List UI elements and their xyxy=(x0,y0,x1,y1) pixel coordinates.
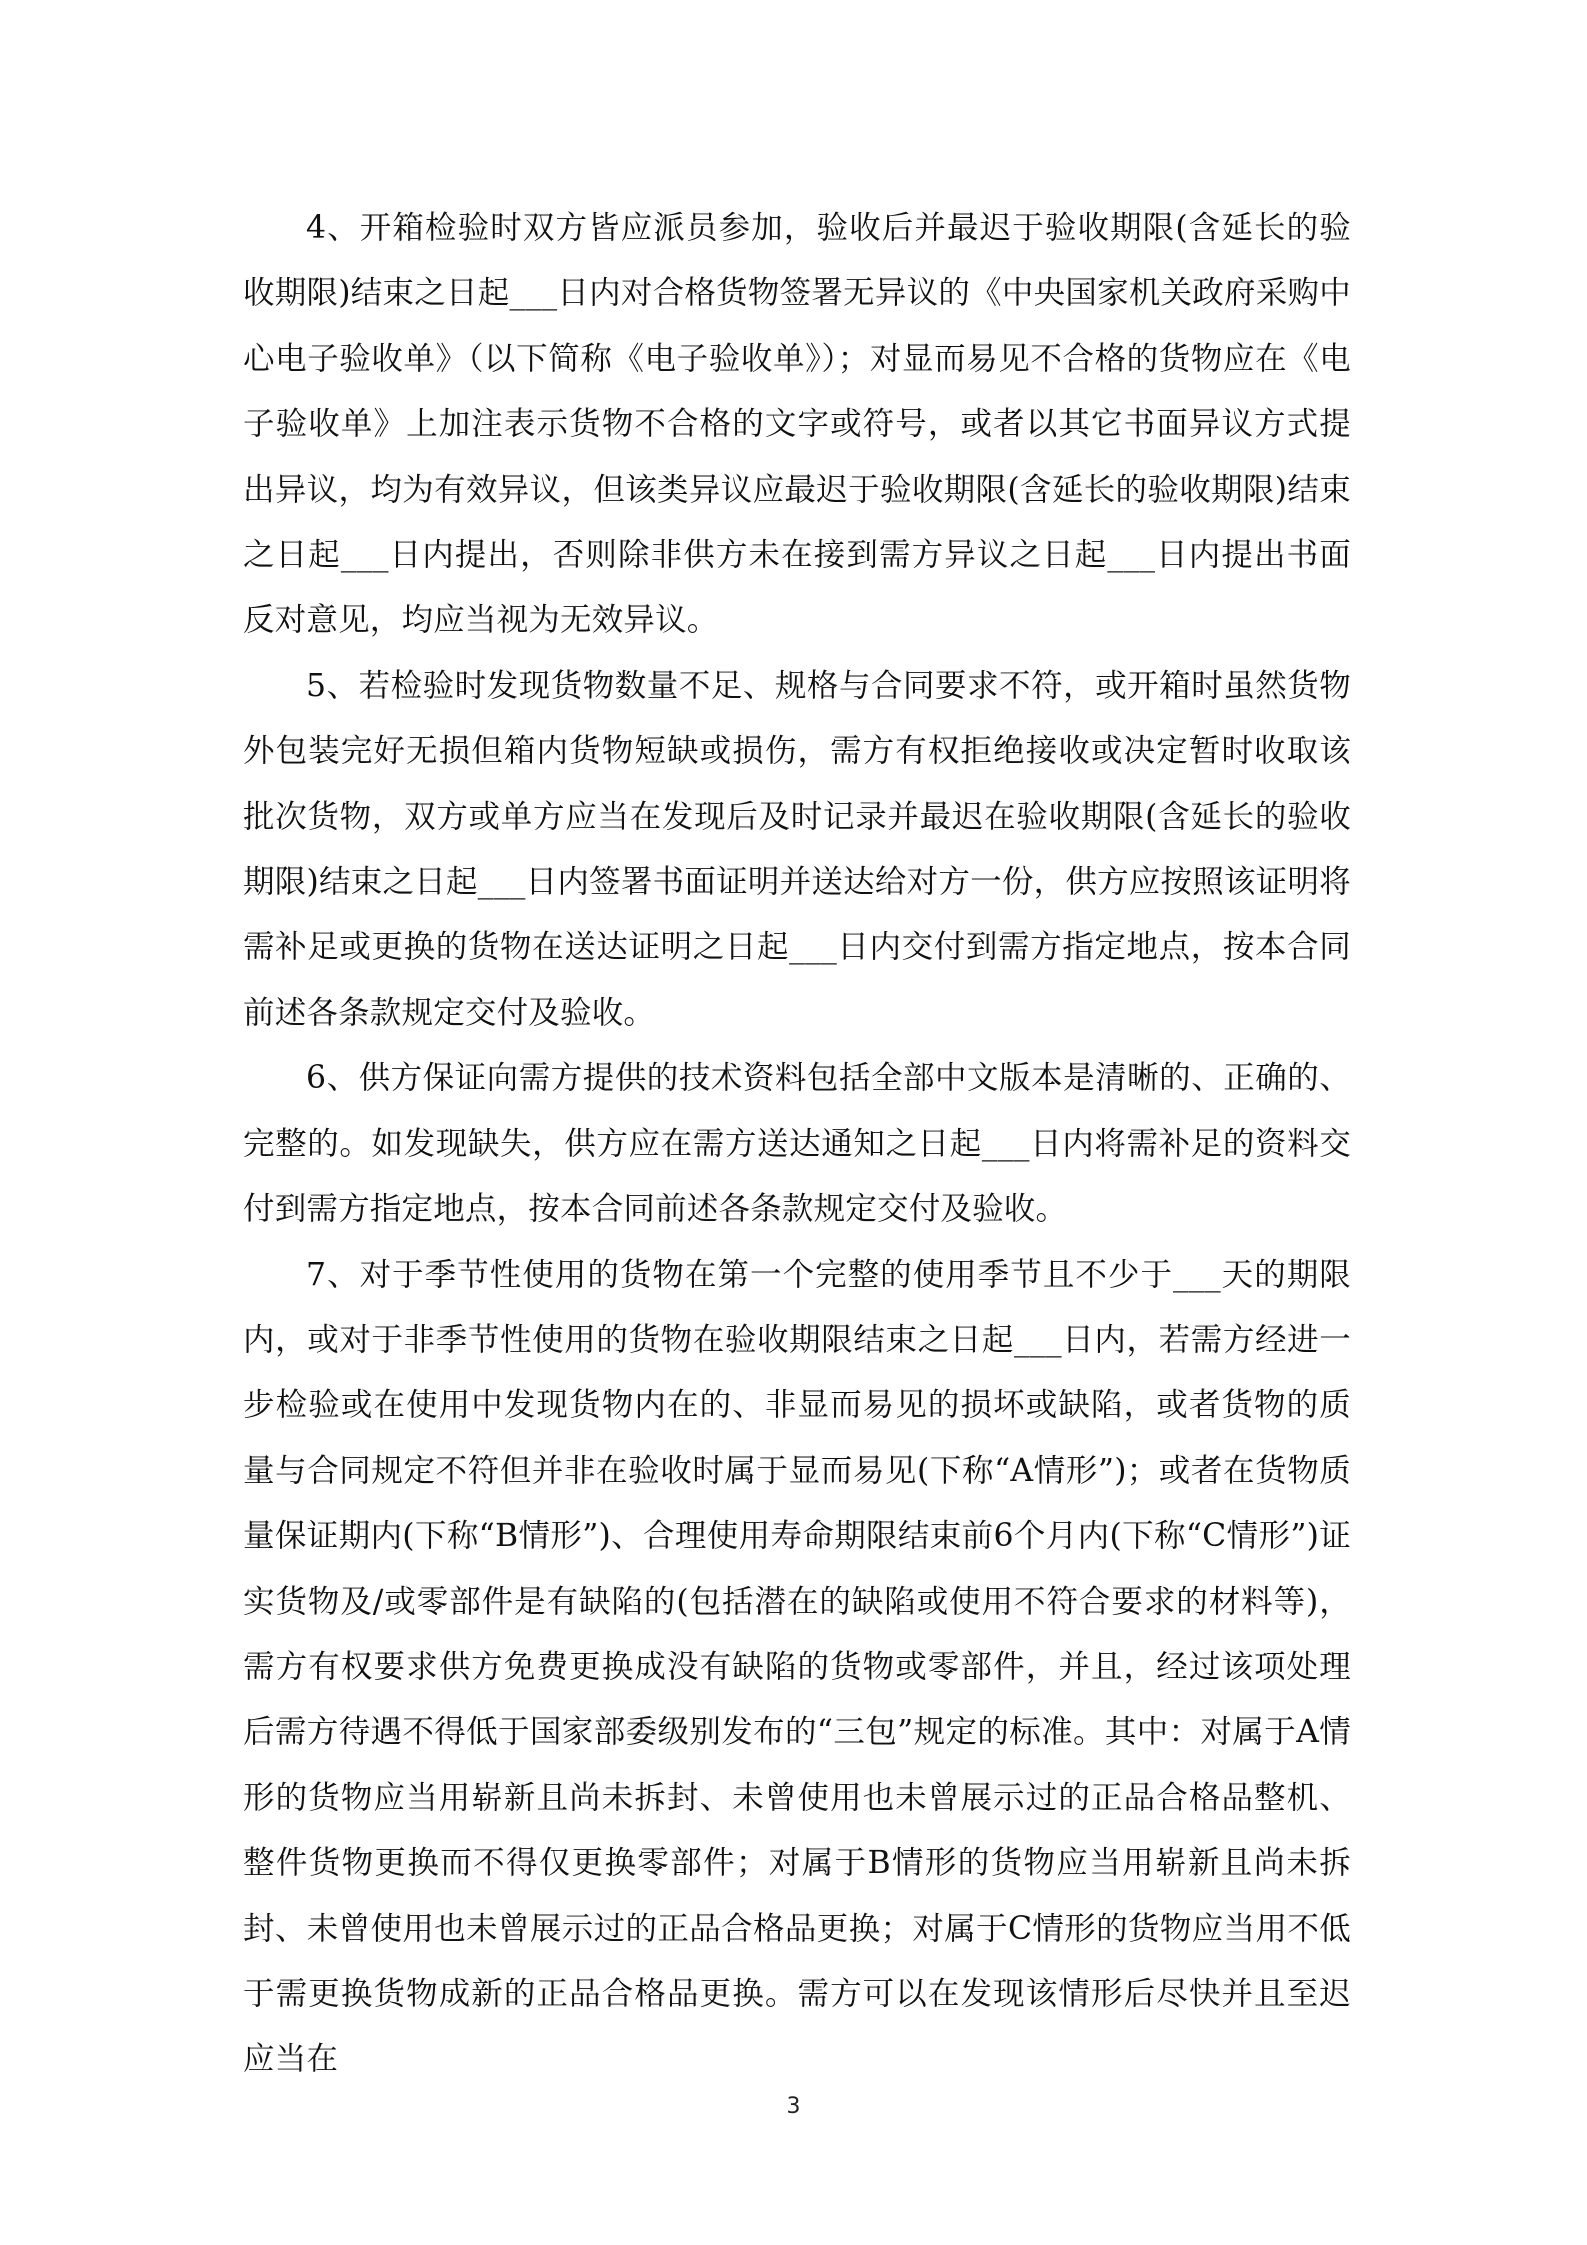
clause-5-paragraph: 5、若检验时发现货物数量不足、规格与合同要求不符，或开箱时虽然货物外包装完好无损但箱内货物短缺或损伤，需方有权拒绝接收或决定暂时收取该批次货物，双方或单方应当在发现后及时记录并最迟在验收期限(含延长的验收期限)结束之日起___日内签署书面证明并送达给对方一份，供方应按照该证明将需补足或更换的货物在送达证明之日起___日内交付到需方指定地点，按本合同前述各条款规定交付及验收。 xyxy=(243,667,1351,1031)
clause-7-paragraph: 7、对于季节性使用的货物在第一个完整的使用季节且不少于___天的期限内，或对于非季节性使用的货物在验收期限结束之日起___日内，若需方经进一步检验或在使用中发现货物内在的、非显而易见的损坏或缺陷，或者货物的质量与合同规定不符但并非在验收时属于显而易见(下称“A情形”)；或者在货物质量保证期内(下称“B情形”)、合理使用寿命期限结束前6个月内(下称“C情形”)证实货物及/或零部件是有缺陷的(包括潜在的缺陷或使用不符合要求的材料等)，需方有权要求供方免费更换成没有缺陷的货物或零部件，并且，经过该项处理后需方待遇不得低于国家部委级别发布的“三包”规定的标准。其中：对属于A情形的货物应当用崭新且尚未拆封、未曾使用也未曾展示过的正品合格品整机、整件货物更换而不得仅更换零部件；对属于B情形的货物应当用崭新且尚未拆封、未曾使用也未曾展示过的正品合格品更换；对属于C情形的货物应当用不低于需更换货物成新的正品合格品更换。需方可以在发现该情形后尽快并且至迟应当在 xyxy=(243,1256,1351,2078)
clause-4-paragraph: 4、开箱检验时双方皆应派员参加，验收后并最迟于验收期限(含延长的验收期限)结束之日起___日内对合格货物签署无异议的《中央国家机关政府采购中心电子验收单》（以下简称《电子验收单》）；对显而易见不合格的货物应在《电子验收单》上加注表示货物不合格的文字或符号，或者以其它书面异议方式提出异议，均为有效异议，但该类异议应最迟于验收期限(含延长的验收期限)结束之日起___日内提出，否则除非供方未在接到需方异议之日起___日内提出书面反对意见，均应当视为无效异议。 xyxy=(243,210,1351,639)
contract-body xyxy=(243,196,1351,2093)
clause-6-paragraph: 6、供方保证向需方提供的技术资料包括全部中文版本是清晰的、正确的、完整的。如发现缺失，供方应在需方送达通知之日起___日内将需补足的资料交付到需方指定地点，按本合同前述各条款规定交付及验收。 xyxy=(243,1060,1351,1228)
page-number: 3 xyxy=(786,2094,801,2119)
